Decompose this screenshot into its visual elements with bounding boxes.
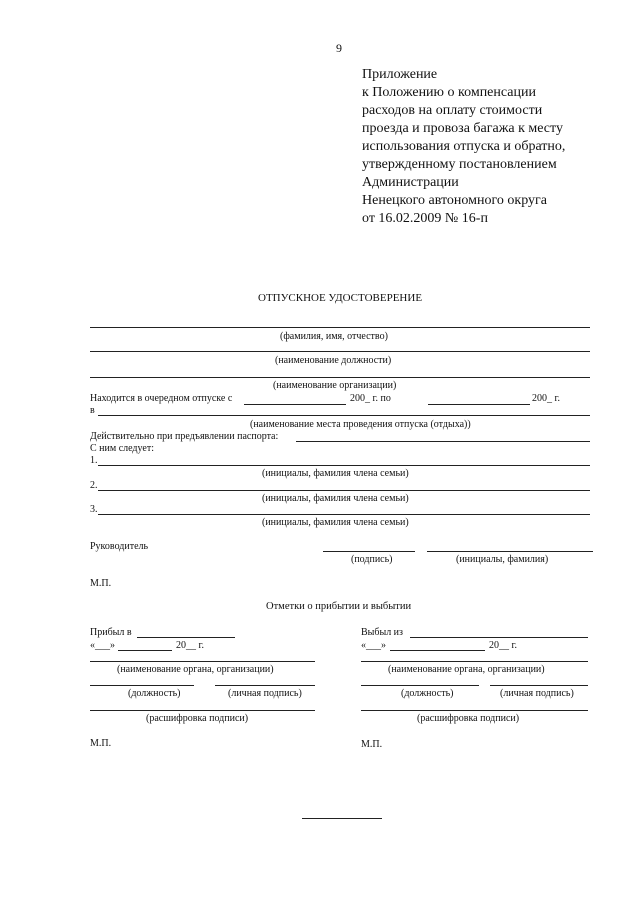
appendix-line: проезда и провоза багажа к месту bbox=[362, 121, 563, 136]
appendix-line: использования отпуска и обратно, bbox=[362, 139, 566, 154]
arrived-date-year: 20__ г. bbox=[176, 640, 204, 651]
caption-organization: (наименование организации) bbox=[273, 380, 397, 391]
departed-org-line bbox=[361, 661, 588, 662]
caption-initials: (инициалы, фамилия) bbox=[456, 554, 549, 565]
vacation-year-1: 200_ г. по bbox=[350, 393, 391, 404]
arrived-caption-position: (должность) bbox=[128, 688, 181, 699]
appendix-line: к Положению о компенсации bbox=[362, 85, 536, 100]
appendix-line: расходов на оплату стоимости bbox=[362, 103, 543, 118]
arrived-org-line bbox=[90, 661, 315, 662]
place-line bbox=[98, 415, 590, 416]
departed-place-line bbox=[410, 637, 588, 638]
vacation-start-line bbox=[244, 404, 346, 405]
departed-caption-decoding: (расшифровка подписи) bbox=[417, 713, 520, 724]
departed-stamp: М.П. bbox=[361, 739, 383, 750]
arrived-signature-line bbox=[215, 685, 315, 686]
departed-date-open: «___» bbox=[361, 640, 386, 651]
arrived-place-line bbox=[137, 637, 235, 638]
departed-caption-position: (должность) bbox=[401, 688, 454, 699]
family-line-3 bbox=[98, 514, 590, 515]
position-line bbox=[90, 351, 590, 352]
appendix-line: Ненецкого автономного округа bbox=[362, 193, 547, 208]
companions-label: С ним следует: bbox=[90, 443, 154, 454]
appendix-line: утвержденному постановлением bbox=[362, 157, 557, 172]
family-line-2 bbox=[98, 490, 590, 491]
appendix-line: от 16.02.2009 № 16-п bbox=[362, 211, 488, 226]
caption-family-2: (инициалы, фамилия члена семьи) bbox=[262, 493, 409, 504]
departed-signature-line bbox=[490, 685, 588, 686]
bottom-separator bbox=[302, 818, 382, 819]
marks-title: Отметки о прибытии и выбытии bbox=[266, 601, 412, 612]
vacation-end-line bbox=[428, 404, 530, 405]
in-label: в bbox=[90, 405, 95, 416]
organization-line bbox=[90, 377, 590, 378]
appendix-line: Администрации bbox=[362, 175, 459, 190]
departed-caption-org: (наименование органа, организации) bbox=[388, 664, 545, 675]
arrived-caption-decoding: (расшифровка подписи) bbox=[146, 713, 249, 724]
arrived-date-open: «___» bbox=[90, 640, 115, 651]
arrived-caption-signature: (личная подпись) bbox=[228, 688, 302, 699]
page-number: 9 bbox=[336, 41, 342, 55]
caption-family-3: (инициалы, фамилия члена семьи) bbox=[262, 517, 409, 528]
arrived-decoding-line bbox=[90, 710, 315, 711]
vacation-from-label: Находится в очередном отпуске с bbox=[90, 393, 233, 404]
head-label: Руководитель bbox=[90, 541, 149, 552]
arrived-position-line bbox=[90, 685, 194, 686]
family-number-2: 2. bbox=[90, 480, 98, 491]
arrived-caption-org: (наименование органа, организации) bbox=[117, 664, 274, 675]
caption-place: (наименование места проведения отпуска (отдыха)) bbox=[250, 419, 471, 430]
stamp-mark: М.П. bbox=[90, 578, 112, 589]
arrived-stamp: М.П. bbox=[90, 738, 112, 749]
caption-fio: (фамилия, имя, отчество) bbox=[280, 331, 388, 342]
family-line-1 bbox=[98, 465, 590, 466]
arrived-month-line bbox=[118, 650, 172, 651]
appendix-header bbox=[362, 66, 565, 228]
departed-position-line bbox=[361, 685, 479, 686]
departed-date-year: 20__ г. bbox=[489, 640, 517, 651]
fio-line bbox=[90, 327, 590, 328]
passport-line bbox=[296, 441, 590, 442]
caption-signature: (подпись) bbox=[351, 554, 393, 565]
form-title: ОТПУСКНОЕ УДОСТОВЕРЕНИЕ bbox=[258, 292, 423, 304]
caption-position: (наименование должности) bbox=[275, 355, 392, 366]
vacation-year-2: 200_ г. bbox=[532, 393, 560, 404]
departed-decoding-line bbox=[361, 710, 588, 711]
head-initials-line bbox=[427, 551, 593, 552]
head-signature-line bbox=[323, 551, 415, 552]
appendix-line: Приложение bbox=[362, 67, 438, 82]
departed-month-line bbox=[390, 650, 485, 651]
departed-label: Выбыл из bbox=[361, 627, 403, 638]
arrived-label: Прибыл в bbox=[90, 627, 132, 638]
departed-caption-signature: (личная подпись) bbox=[500, 688, 574, 699]
family-number-1: 1. bbox=[90, 455, 98, 466]
caption-family-1: (инициалы, фамилия члена семьи) bbox=[262, 468, 409, 479]
family-number-3: 3. bbox=[90, 504, 98, 515]
passport-label: Действительно при предъявлении паспорта: bbox=[90, 431, 279, 442]
